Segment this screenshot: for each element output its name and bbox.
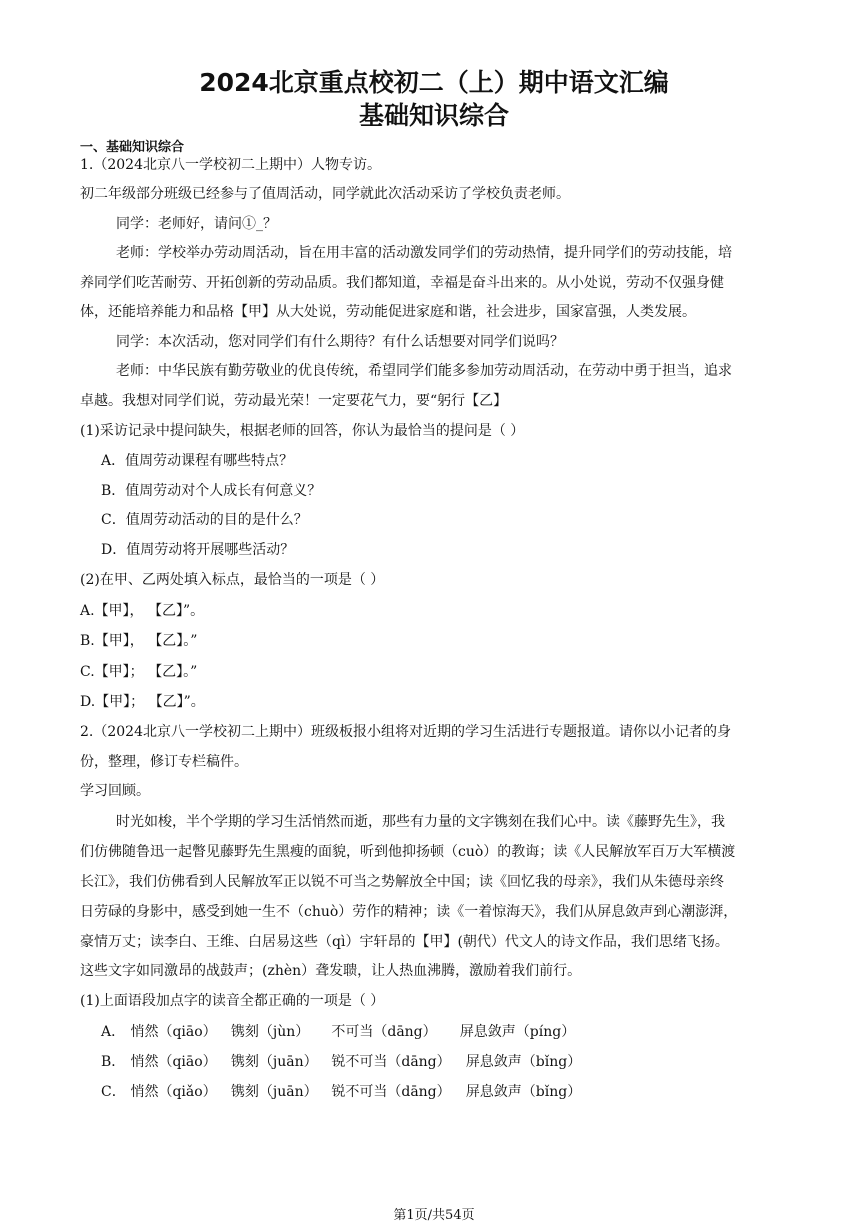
pinyin-item: 镌刻（juān） — [230, 1054, 318, 1070]
pinyin-option-c[interactable] — [101, 1082, 581, 1102]
option-letter: A． — [101, 1024, 126, 1040]
page-number: 第1页/共54页 — [393, 1208, 475, 1223]
dialogue-line: 老师：学校举办劳动周活动，旨在用丰富的活动激发同学们的劳动热情，提升同学们的劳动技能，培 — [116, 245, 732, 261]
sub-question-2: (2)在甲、乙两处填入标点，最恰当的一项是（ ） — [80, 572, 385, 588]
pinyin-item: 镌刻（juān） — [230, 1084, 318, 1100]
pinyin-item: 镌刻（jùn） — [230, 1024, 310, 1040]
page-subtitle: 基础知识综合 — [358, 101, 509, 130]
dialogue-line: 同学：本次活动，您对同学们有什么期待？有什么话想要对同学们说吗？ — [116, 334, 564, 350]
pinyin-option-b[interactable] — [101, 1052, 581, 1072]
sub-question-1: (1)采访记录中提问缺失，根据老师的回答，你认为最恰当的提问是（ ） — [80, 423, 525, 439]
option-letter: B． — [101, 1054, 126, 1070]
option-c[interactable]: C．值周劳动活动的目的是什么？ — [101, 512, 308, 528]
passage-line: 们仿佛随鲁迅一起瞥见藤野先生黑瘦的面貌，听到他抑扬顿（cuò）的教诲；读《人民解放军百万大军横渡 — [80, 844, 736, 860]
option-d[interactable]: D．值周劳动将开展哪些活动？ — [101, 542, 295, 558]
question-2-heading: 2.（2024北京八一学校初二上期中）班级板报小组将对近期的学习生活进行专题报道。请你以小记者的身 — [80, 724, 731, 740]
option-c[interactable]: C.【甲】； 【乙】。” — [80, 664, 198, 680]
option-letter: C． — [101, 1084, 126, 1100]
option-b[interactable]: B.【甲】， 【乙】。” — [80, 633, 198, 649]
pinyin-item: 屏息敛声（bǐng） — [465, 1084, 582, 1100]
pinyin-item: 屏息敛声（bǐng） — [465, 1054, 582, 1070]
dialogue-line: 卓越。我想对同学们说，劳动最光荣！一定要花气力，要“躬行【乙】 — [80, 393, 508, 409]
question-2-heading-cont: 份，整理，修订专栏稿件。 — [80, 754, 248, 770]
pinyin-item: 屏息敛声（píng） — [459, 1024, 576, 1040]
sub-question-1: (1)上面语段加点字的读音全都正确的一项是（ ） — [80, 993, 385, 1009]
option-a[interactable]: A.【甲】， 【乙】”。 — [80, 603, 205, 619]
passage-line: 时光如梭，半个学期的学习生活悄然而逝，那些有力量的文字镌刻在我们心中。读《藤野先生》，我 — [116, 814, 725, 830]
dialogue-line: 体，还能培养能力和品格【甲】从大处说，劳动能促进家庭和谐，社会进步，国家富强，人类发展。 — [80, 304, 696, 320]
passage-line: 长江》，我们仿佛看到人民解放军正以锐不可当之势解放全中国；读《回忆我的母亲》，我们从朱德母亲终 — [80, 874, 724, 890]
passage-line: 这些文字如同激昂的战鼓声；(zhèn）聋发聩，让人热血沸腾，激励着我们前行。 — [80, 963, 582, 979]
dialogue-line: 养同学们吃苦耐劳、开拓创新的劳动品质。我们都知道，幸福是奋斗出来的。从小处说，劳动不仅强身健 — [80, 275, 724, 291]
pinyin-option-a[interactable] — [101, 1022, 575, 1042]
dialogue-line: 老师：中华民族有勤劳敬业的优良传统，希望同学们能多参加劳动周活动，在劳动中勇于担当，追求 — [116, 363, 732, 379]
option-d[interactable]: D.【甲】； 【乙】”。 — [80, 694, 205, 710]
option-a[interactable]: A．值周劳动课程有哪些特点？ — [101, 453, 294, 469]
page-title: 2024北京重点校初二（上）期中语文汇编 — [199, 68, 669, 97]
pinyin-item: 不可当（dāng） — [331, 1024, 437, 1040]
question-1-heading: 1.（2024北京八一学校初二上期中）人物专访。 — [80, 157, 381, 173]
pinyin-item: 悄然（qiāo） — [130, 1054, 217, 1070]
question-1-intro: 初二年级部分班级已经参与了值周活动，同学就此次活动采访了学校负责老师。 — [80, 186, 570, 202]
pinyin-item: 锐不可当（dāng） — [331, 1084, 451, 1100]
section-heading: 一、基础知识综合 — [80, 140, 185, 155]
pinyin-item: 悄然（qiǎo） — [130, 1084, 217, 1100]
dialogue-line: 同学：老师好，请问①_？ — [116, 216, 277, 232]
question-2-subtitle: 学习回顾。 — [80, 783, 150, 799]
pinyin-item: 悄然（qiāo） — [130, 1024, 217, 1040]
passage-line: 豪情万丈；读李白、王维、白居易这些（qì）宇轩昂的【甲】(朝代）代文人的诗文作品，我们思绪飞扬。 — [80, 934, 729, 950]
passage-line: 日劳碌的身影中，感受到她一生不（chuò）劳作的精神；读《一着惊海天》，我们从屏息敛声到心潮澎湃， — [80, 904, 738, 920]
pinyin-item: 锐不可当（dāng） — [331, 1054, 451, 1070]
option-b[interactable]: B．值周劳动对个人成长有何意义？ — [101, 483, 322, 499]
